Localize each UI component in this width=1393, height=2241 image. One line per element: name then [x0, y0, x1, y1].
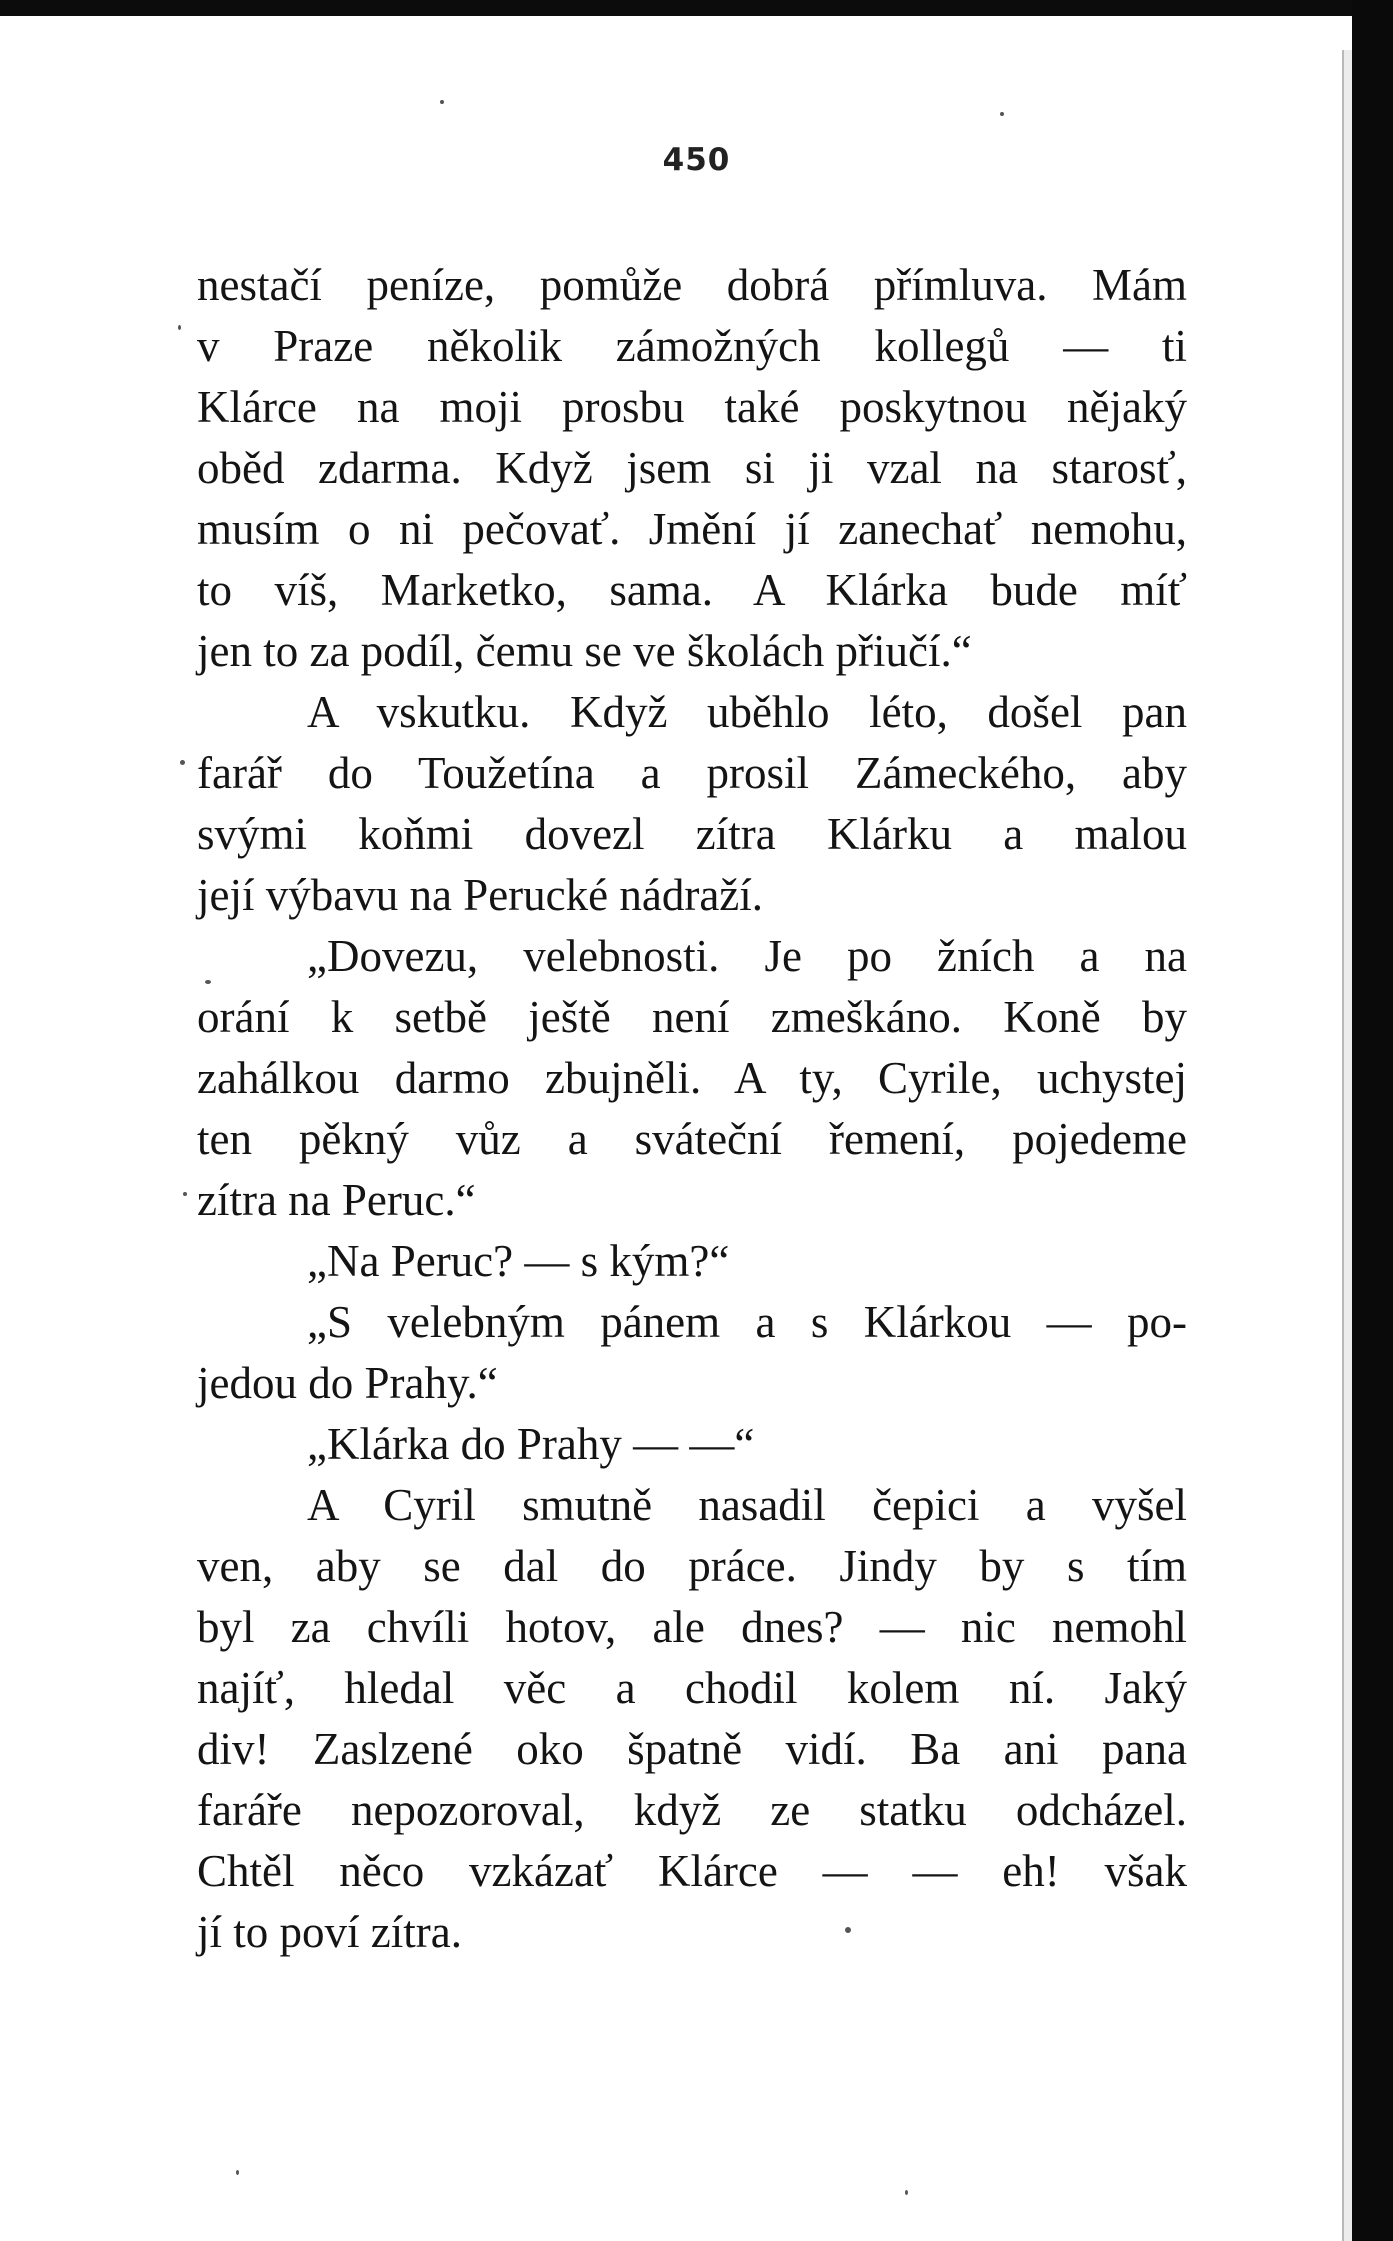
scan-speck — [178, 325, 181, 330]
scan-speck — [183, 1192, 187, 1196]
text-line: „Klárka do Prahy — —“ — [307, 1419, 755, 1469]
text-line: farář do Toužetína a prosil Zámeckého, aby — [197, 748, 1187, 798]
text-line: svými koňmi dovezl zítra Klárku a malou — [197, 809, 1187, 859]
top-scan-border — [0, 0, 1393, 16]
text-line: najíť, hledal věc a chodil kolem ní. Jaký — [197, 1663, 1187, 1713]
text-line: A Cyril smutně nasadil čepici a vyšel — [307, 1480, 1187, 1530]
text-line: div! Zaslzené oko špatně vidí. Ba ani pana — [197, 1724, 1187, 1774]
text-line: nestačí peníze, pomůže dobrá přímluva. Mám — [197, 260, 1187, 310]
scan-speck — [905, 2190, 908, 2195]
text-line: zítra na Peruc.“ — [197, 1175, 476, 1225]
text-line: Chtěl něco vzkázať Klárce — — eh! však — [197, 1846, 1187, 1896]
text-line: „S velebným pánem a s Klárkou — po- — [307, 1297, 1187, 1347]
scan-speck — [205, 980, 211, 984]
scan-speck — [440, 100, 444, 104]
text-line: jedou do Prahy.“ — [197, 1358, 498, 1408]
text-line: jí to poví zítra. — [197, 1907, 462, 1957]
text-line: v Praze několik zámožných kollegů — ti — [197, 321, 1187, 371]
text-line: orání k setbě ještě není zmeškáno. Koně by — [197, 992, 1187, 1042]
scan-speck — [180, 760, 185, 765]
text-line: to víš, Marketko, sama. A Klárka bude míť — [197, 565, 1187, 615]
scan-speck — [236, 2170, 239, 2175]
text-line: jen to za podíl, čemu se ve školách přiučí.“ — [197, 626, 972, 676]
text-line: „Dovezu, velebnosti. Je po žních a na — [307, 931, 1187, 981]
scan-speck — [1000, 112, 1004, 116]
text-line: oběd zdarma. Když jsem si ji vzal na starosť, — [197, 443, 1187, 493]
text-line: „Na Peruc? — s kým?“ — [307, 1236, 730, 1286]
text-line: její výbavu na Perucké nádraží. — [197, 870, 764, 920]
text-line: faráře nepozoroval, když ze statku odcházel. — [197, 1785, 1187, 1835]
text-line: ven, aby se dal do práce. Jindy by s tím — [197, 1541, 1187, 1591]
page-number: 450 — [662, 142, 731, 178]
text-line: ten pěkný vůz a sváteční řemení, pojedeme — [197, 1114, 1187, 1164]
text-line: A vskutku. Když uběhlo léto, došel pan — [307, 687, 1187, 737]
text-line: musím o ni pečovať. Jmění jí zanechať nemohu, — [197, 504, 1187, 554]
scan-speck — [845, 1927, 851, 1933]
text-line: Klárce na moji prosbu také poskytnou nějaký — [197, 382, 1187, 432]
text-line: byl za chvíli hotov, ale dnes? — nic nemohl — [197, 1602, 1187, 1652]
body-text — [197, 255, 1187, 1963]
right-scan-border — [1352, 0, 1393, 2241]
text-line: zahálkou darmo zbujněli. A ty, Cyrile, uchystej — [197, 1053, 1187, 1103]
